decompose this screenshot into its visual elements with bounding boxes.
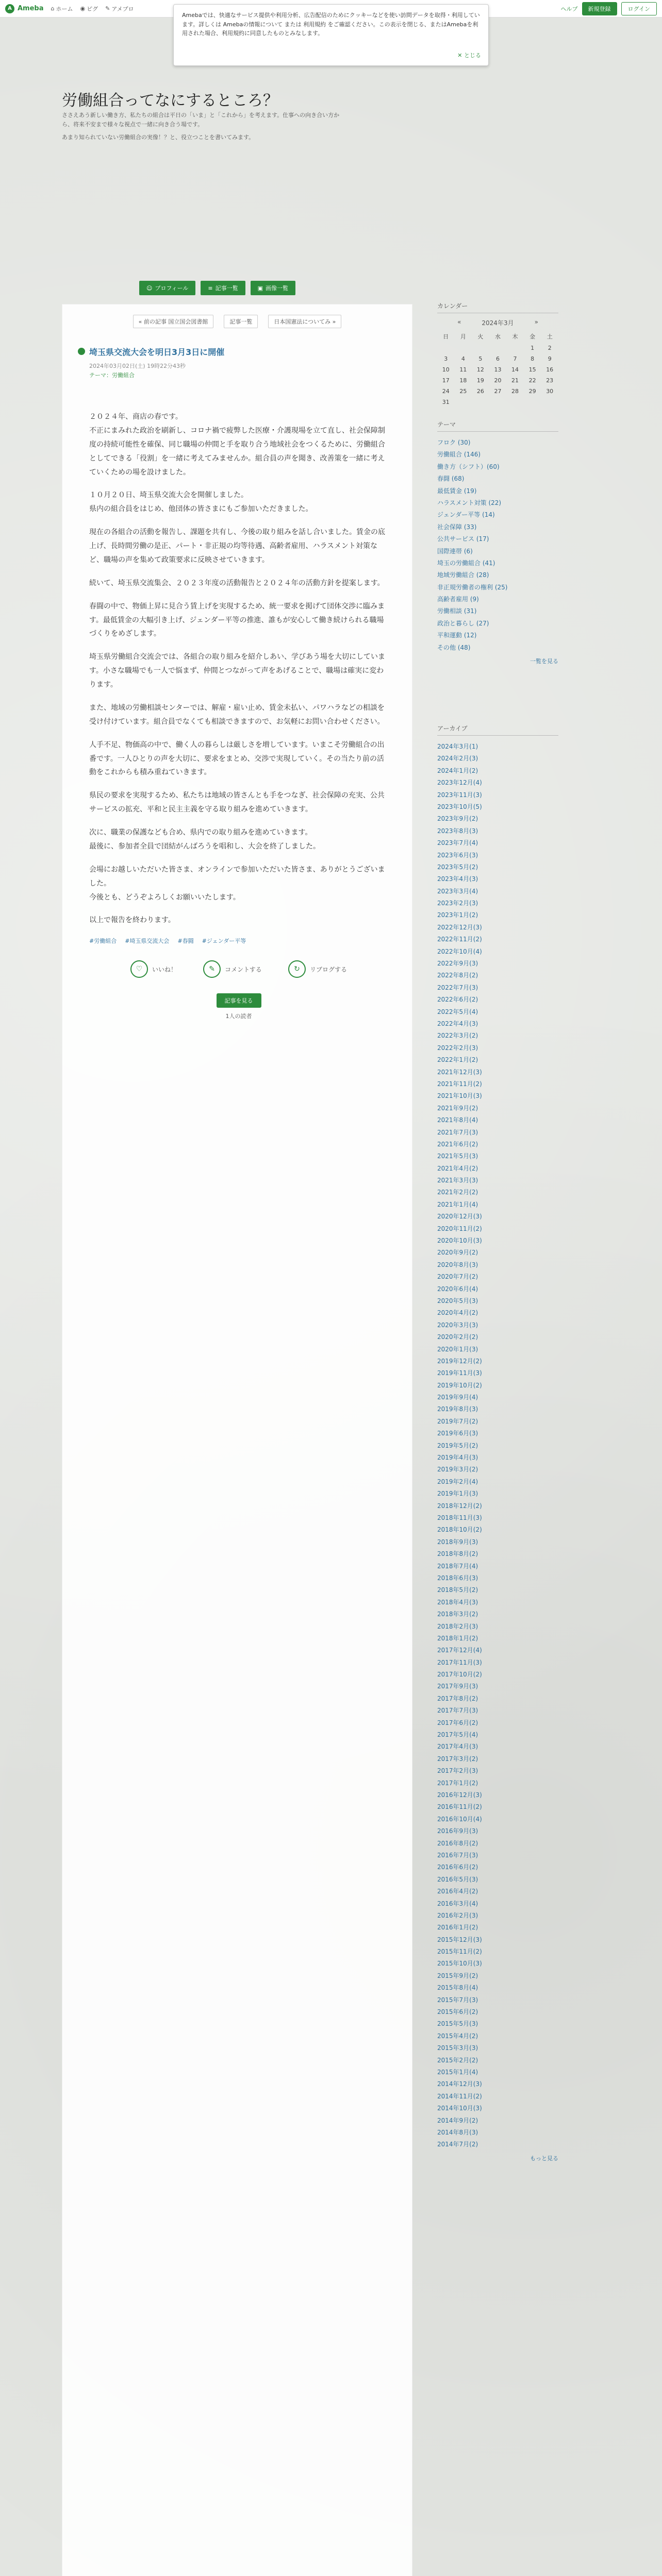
archive-item[interactable]: 2019年3月(2) [437,1466,478,1473]
calendar-day[interactable]: 27 [494,388,502,395]
archive-item[interactable]: 2017年8月(2) [437,1694,478,1702]
cookie-notice-close-label: とじる [464,52,481,59]
nav-ameblo-label: アメブロ [111,5,134,12]
archive-item[interactable]: 2023年11月(3) [437,791,482,799]
calendar-day[interactable]: 14 [511,366,519,373]
calendar-day[interactable]: 22 [528,377,536,384]
profile-icon: ☺ [146,284,153,292]
main-content [62,304,412,2576]
archive-item[interactable]: 2021年12月(3) [437,1068,482,1076]
nav-pigg-link[interactable]: ◉ ピグ [80,5,98,12]
calendar-day [489,343,507,353]
follow-button[interactable]: 記事を見る [217,993,261,1008]
next-entry-link[interactable]: 日本国憲法についてみ » [268,315,341,328]
calendar-day[interactable]: 9 [548,355,552,362]
theme-item[interactable]: 平和運動 (12) [437,632,477,639]
archive-item[interactable]: 2018年12月(2) [437,1502,482,1510]
theme-item[interactable]: 労働組合 (146) [437,451,481,459]
article-bullet-icon [78,348,85,355]
article-theme-link[interactable]: テーマ：労働組合 [89,372,135,379]
archive-item[interactable]: 2017年3月(2) [437,1755,478,1762]
hashtag-link[interactable]: #埼玉県交流大会 [125,938,170,945]
archive-item[interactable]: 2021年10月(3) [437,1092,482,1100]
calendar-day [455,343,472,353]
article-date: 2024年03月02日(土) 19時22分43秒 [89,363,186,369]
archive-item[interactable]: 2021年1月(4) [437,1200,478,1208]
calendar-day[interactable]: 29 [528,388,536,395]
theme-item[interactable]: ジェンダー平等 (14) [437,511,495,519]
archive-item[interactable]: 2016年6月(2) [437,1863,478,1871]
image-icon: ▣ [257,284,263,292]
archive-item[interactable]: 2019年1月(3) [437,1490,478,1498]
archive-item[interactable]: 2016年2月(3) [437,1911,478,1919]
archive-item[interactable]: 2019年4月(3) [437,1454,478,1462]
image-list-button[interactable] [251,281,295,295]
calendar-day[interactable]: 6 [495,355,500,362]
calendar-weekday: 金 [529,333,536,340]
archive-item[interactable]: 2017年12月(4) [437,1647,482,1654]
archive-item[interactable]: 2017年10月(2) [437,1671,482,1679]
theme-item[interactable]: 高齢者雇用 (9) [437,596,479,603]
archive-item[interactable]: 2022年9月(3) [437,960,478,968]
calendar-day[interactable]: 11 [459,366,467,373]
archive-item[interactable]: 2019年6月(3) [437,1430,478,1437]
calendar-weekday: 火 [477,333,484,340]
nav-pigg-label: ピグ [87,5,98,12]
theme-item[interactable]: 非正規労働者の権利 (25) [437,583,508,591]
archive-item[interactable]: 2015年7月(3) [437,1996,478,2004]
archive-item[interactable]: 2014年9月(2) [437,2116,478,2124]
archive-item[interactable]: 2023年5月(2) [437,863,478,871]
archive-item[interactable]: 2018年1月(2) [437,1634,478,1642]
theme-list [437,437,558,654]
archive-item[interactable]: 2021年3月(3) [437,1177,478,1184]
archive-item[interactable]: 2020年2月(2) [437,1333,478,1341]
calendar-week [437,364,558,375]
follow-area [89,993,388,1008]
theme-item[interactable]: 地域労働組合 (28) [437,571,489,579]
archive-item[interactable]: 2021年5月(3) [437,1153,478,1160]
article [89,346,388,1020]
article-paragraph: 以上で報告を終わります。 [89,916,175,925]
reblog-button[interactable] [288,960,347,978]
reblog-label: リブログする [309,965,347,973]
archive-item[interactable]: 2016年8月(2) [437,1839,478,1847]
archive-item[interactable]: 2020年1月(3) [437,1345,478,1353]
archive-item[interactable]: 2016年7月(3) [437,1851,478,1859]
theme-item[interactable]: 公共サービス (17) [437,535,489,543]
cookie-notice-close-button[interactable]: ✕ とじる [457,52,481,59]
calendar-day[interactable]: 28 [511,388,519,395]
archive-more-link[interactable]: もっと見る [530,2155,558,2162]
calendar-day[interactable]: 3 [444,355,448,362]
archive-item[interactable]: 2021年8月(4) [437,1116,478,1124]
archive-item[interactable]: 2022年6月(2) [437,996,478,1004]
archive-item[interactable]: 2020年6月(4) [437,1285,478,1293]
calendar-day[interactable]: 25 [459,388,467,395]
archive-item[interactable]: 2023年4月(3) [437,875,478,883]
calendar-day [506,343,524,353]
archive-item[interactable]: 2016年3月(4) [437,1900,478,1907]
calendar-prev-button[interactable]: « [457,318,461,326]
article-paragraph: 春闘の中で、物価上昇に見合う賃上げを実現するため、統一要求を掲げて団体交渉に臨みます。最低賃金の大幅引き上げ、ジェンダー平等の推進、誰もが安心して働き続けられる職場づくりをめざします。 [89,602,385,638]
blog-description: ささえあう新しい働き方、私たちの組合は平日の「いま」と「これから」を考えます。仕事への向き合い方から、将来不安まで様々な視点で一緒に向き合う場です。 [62,112,340,128]
hashtag-link[interactable]: #春闘 [177,938,194,945]
archive-item[interactable]: 2020年12月(3) [437,1213,482,1221]
calendar-day[interactable]: 7 [513,355,517,362]
archive-item[interactable]: 2015年9月(2) [437,1972,478,1979]
archive-item[interactable]: 2019年7月(2) [437,1417,478,1425]
archive-item[interactable]: 2017年7月(3) [437,1707,478,1715]
archive-item[interactable]: 2023年6月(3) [437,851,478,859]
archive-item[interactable]: 2015年1月(4) [437,2068,478,2076]
calendar-day[interactable]: 2 [548,345,552,351]
sidebar-calendar [437,301,558,408]
archive-item[interactable]: 2019年12月(2) [437,1357,482,1365]
reader-count: 1人の読者 [225,1013,252,1020]
sidebar-archive [437,724,558,2162]
reblog-icon: ↻ [288,960,306,978]
theme-item[interactable]: ハラスメント対策 (22) [437,499,502,506]
archive-item[interactable]: 2022年10月(4) [437,947,482,955]
comment-icon: ✎ [203,960,221,978]
nav-home-link[interactable]: ⌂ ホーム [51,5,73,12]
archive-list [437,741,558,2151]
archive-item[interactable]: 2018年6月(3) [437,1574,478,1582]
theme-item[interactable]: 国際連帯 (6) [437,547,473,555]
like-button[interactable] [130,960,177,978]
archive-item[interactable]: 2020年7月(2) [437,1273,478,1281]
archive-item[interactable]: 2021年4月(2) [437,1164,478,1172]
article-paragraph: ２０２４年、商店の春です。 不正にまみれた政治を刷新し、コロナ禍で疲弊した医療・介護現場を立て直し、社会保障制度の持続可能性を確保、同じ職場の仲間と手を取り合う地域社会をつくるために、労働組合としてできる「役割」を一緒に考えてみませんか。組合員の声を聞き、改善策を一緒に考えていくための場を設けました。 [89,413,385,477]
theme-item[interactable]: 働き方（シフト）(60) [437,463,500,470]
image-list-label: 画像一覧 [266,285,288,292]
list-icon: ≡ [208,284,213,292]
article-actions [130,960,347,978]
archive-item[interactable]: 2020年9月(2) [437,1249,478,1257]
archive-item[interactable]: 2020年11月(2) [437,1225,482,1232]
archive-item[interactable]: 2016年9月(3) [437,1827,478,1835]
profile-button[interactable] [139,281,195,295]
entry-list-button[interactable] [201,281,245,295]
calendar-day[interactable]: 30 [546,388,554,395]
heart-icon: ♡ [130,960,148,978]
archive-item[interactable]: 2023年10月(5) [437,803,482,810]
calendar-heading: カレンダー [437,301,558,313]
calendar-day[interactable]: 13 [494,366,502,373]
archive-item[interactable]: 2016年4月(2) [437,1888,478,1895]
calendar-weekday: 木 [512,333,518,340]
archive-item[interactable]: 2020年8月(3) [437,1261,478,1268]
theme-item[interactable]: 政治と暮らし (27) [437,619,489,627]
calendar-day [472,397,489,408]
archive-item[interactable]: 2020年4月(2) [437,1309,478,1317]
calendar-day[interactable]: 24 [442,388,450,395]
archive-item[interactable]: 2021年2月(2) [437,1189,478,1196]
archive-item[interactable]: 2022年11月(2) [437,936,482,943]
archive-item[interactable]: 2015年12月(3) [437,1936,482,1943]
archive-item[interactable]: 2015年10月(3) [437,1960,482,1968]
register-button[interactable]: 新規登録 [582,2,617,15]
theme-item[interactable]: 春闘 (68) [437,475,465,483]
calendar-day[interactable]: 8 [531,355,535,362]
calendar-month: 2024年3月 [482,319,514,327]
archive-item[interactable]: 2018年9月(3) [437,1538,478,1546]
calendar-day[interactable]: 31 [442,399,450,405]
calendar-nav [437,318,558,327]
blog-nav [139,281,295,295]
archive-item[interactable]: 2014年10月(3) [437,2105,482,2112]
archive-item[interactable]: 2018年10月(2) [437,1526,482,1534]
theme-item[interactable]: フロク (30) [437,439,471,446]
archive-item[interactable]: 2021年9月(2) [437,1104,478,1112]
calendar-day[interactable]: 12 [476,366,484,373]
hashtag-list [89,937,388,945]
help-link[interactable]: ヘルプ [560,5,578,12]
profile-label: プロフィール [155,285,189,292]
archive-item[interactable]: 2015年6月(2) [437,2008,478,2016]
calendar-day [455,397,472,408]
archive-item[interactable]: 2023年8月(3) [437,827,478,835]
archive-item[interactable]: 2019年9月(4) [437,1394,478,1401]
calendar-week [437,386,558,397]
archive-item[interactable]: 2022年3月(2) [437,1032,478,1040]
calendar-day[interactable]: 18 [459,377,467,384]
archive-item[interactable]: 2020年5月(3) [437,1297,478,1304]
archive-item[interactable]: 2018年7月(4) [437,1562,478,1570]
archive-item[interactable]: 2015年8月(4) [437,1984,478,1992]
archive-item[interactable]: 2017年1月(2) [437,1779,478,1787]
hashtag-link[interactable]: #労働組合 [89,938,117,945]
cookie-notice [173,4,489,66]
archive-item[interactable]: 2014年7月(2) [437,2141,478,2148]
archive-item[interactable]: 2019年11月(3) [437,1369,482,1377]
archive-item[interactable]: 2024年1月(2) [437,767,478,774]
calendar-day[interactable]: 15 [528,366,536,373]
archive-item[interactable]: 2017年11月(3) [437,1658,482,1666]
archive-item[interactable]: 2017年5月(4) [437,1731,478,1739]
archive-item[interactable]: 2018年4月(3) [437,1598,478,1606]
nav-home-label: ホーム [56,5,73,12]
blog-subdescription: あまり知られていない労働組合の実像！？と、役立つことを書いてみます。 [62,134,255,141]
entry-list-label: 記事一覧 [215,285,238,292]
entry-list-link[interactable]: 記事一覧 [224,315,258,328]
calendar-weekday: 水 [494,333,501,340]
calendar-day[interactable]: 19 [476,377,484,384]
calendar-day[interactable]: 17 [442,377,450,384]
theme-item[interactable]: 労働相談 (31) [437,607,477,615]
archive-item[interactable]: 2017年6月(2) [437,1719,478,1726]
archive-item[interactable]: 2023年3月(4) [437,887,478,895]
blog-title[interactable]: 労働組合ってなにするところ？ [62,92,278,110]
archive-item[interactable]: 2015年5月(3) [437,2020,478,2028]
theme-item[interactable]: 社会保障 (33) [437,523,477,531]
archive-item[interactable]: 2019年5月(2) [437,1442,478,1449]
archive-item[interactable]: 2017年9月(3) [437,1683,478,1690]
calendar-day[interactable]: 5 [478,355,483,362]
calendar-week [437,343,558,353]
calendar-week [437,353,558,364]
archive-item[interactable]: 2017年2月(3) [437,1767,478,1775]
sidebar-themes [437,420,558,665]
archive-item[interactable]: 2017年4月(3) [437,1743,478,1751]
ameba-logo-text: Ameba [18,5,44,12]
archive-item[interactable]: 2021年7月(3) [437,1128,478,1136]
hashtag-link[interactable]: #ジェンダー平等 [202,938,246,945]
comment-label: コメントする [225,965,262,973]
article-paragraph: また、地域の労働相談センターでは、解雇・雇い止め、賃金未払い、パワハラなどの相談を受け付けています。組合員でなくても相談できますので、お気軽にお問い合わせください。 [89,703,385,726]
article-paragraph: 埼玉県労働組合交流会では、各組合の取り組みを紹介しあい、学びあう場を大切にしています。小さな職場でも一人で悩まず、仲間とつながって声をあげることで、職場は確実に変わります。 [89,653,385,689]
archive-item[interactable]: 2023年1月(2) [437,911,478,919]
calendar-day[interactable]: 4 [461,355,465,362]
archive-item[interactable]: 2020年3月(3) [437,1321,478,1329]
archive-item[interactable]: 2022年1月(2) [437,1056,478,1064]
calendar-day[interactable]: 21 [511,377,519,384]
article-paragraph: 続いて、埼玉県交流集会、２０２３年度の活動報告と２０２４年の活動方針を提案します。 [89,579,385,587]
archive-item[interactable]: 2016年11月(2) [437,1803,482,1811]
article-paragraph: １０月２０日、埼玉県交流大会を開催しました。 県内の組合員をはじめ、他団体の皆さまにもご参加いただきました。 [89,491,313,514]
theme-item[interactable]: 最低賃金 (19) [437,487,477,495]
calendar-day [437,343,455,353]
calendar-table [437,330,558,408]
calendar-next-button[interactable]: » [534,318,538,326]
calendar-day [472,343,489,353]
prev-entry-link[interactable]: « 前の記事 国立国会図書館 [133,315,214,328]
archive-item[interactable]: 2018年11月(3) [437,1514,482,1521]
archive-item[interactable]: 2019年10月(2) [437,1381,482,1389]
calendar-day[interactable]: 16 [546,366,554,373]
theme-more-link[interactable]: 一覧を見る [530,658,558,665]
calendar-day[interactable]: 20 [494,377,502,384]
calendar-day [541,397,558,408]
ameba-logo[interactable] [5,4,44,13]
article-paragraph: 県民の要求を実現するため、私たちは地域の皆さんとも手をつなぎ、社会保障の充実、公共サービスの拡充、平和と民主主義を守る取り組みを進めていきます。 [89,791,385,814]
nav-ameblo-link[interactable]: ✎ アメブロ [105,5,134,12]
archive-item[interactable]: 2021年6月(2) [437,1140,478,1148]
calendar-day[interactable]: 23 [546,377,554,384]
calendar-day [524,397,541,408]
archive-item[interactable]: 2022年12月(3) [437,923,482,931]
archive-item[interactable]: 2022年5月(4) [437,1008,478,1015]
archive-item[interactable]: 2014年11月(2) [437,2092,482,2100]
archive-item[interactable]: 2018年2月(3) [437,1622,478,1630]
archive-heading: アーカイブ [437,724,558,736]
calendar-day [489,397,507,408]
archive-item[interactable]: 2015年4月(2) [437,2032,478,2040]
calendar-weekday: 土 [547,333,553,340]
ameba-logo-icon: A [5,4,14,13]
archive-item[interactable]: 2021年11月(2) [437,1080,482,1088]
article-title[interactable]: 埼玉県交流大会を明日3月3日に開催 [89,347,225,357]
archive-item[interactable]: 2023年12月(4) [437,779,482,787]
article-paragraph: 次に、職業の保護なども合め、県内での取り組みを進めていきます。 最後に、参加者全員で団結がんばろうを唱和し、大会を終了しました。 [89,828,320,851]
archive-item[interactable]: 2016年10月(4) [437,1815,482,1823]
archive-item[interactable]: 2015年11月(2) [437,1948,482,1956]
archive-item[interactable]: 2014年8月(3) [437,2128,478,2136]
archive-item[interactable]: 2016年5月(3) [437,1875,478,1883]
cookie-notice-text: Amebaでは、快適なサービス提供や利用分析、広告配信のためにクッキーなどを使い訪問データを取得・利用しています。詳しくは Amebaの情報について または 利用規約 をご確認ください。この表示を閉じる、またはAmebaを利用された場合、利用規約に同意したものとみなします。 [182,12,480,37]
archive-item[interactable]: 2020年10月(3) [437,1237,482,1245]
theme-heading: テーマ [437,420,558,432]
archive-item[interactable]: 2023年9月(2) [437,815,478,823]
archive-item[interactable]: 2016年12月(3) [437,1791,482,1799]
archive-item[interactable]: 2024年2月(3) [437,755,478,762]
calendar-day[interactable]: 1 [531,345,535,351]
calendar-day[interactable]: 10 [442,366,450,373]
entry-pager [62,304,412,328]
archive-item[interactable]: 2023年7月(4) [437,839,478,847]
theme-item[interactable]: その他 (48) [437,643,471,651]
theme-item[interactable]: 埼玉の労働組合 (41) [437,559,495,567]
archive-item[interactable]: 2022年7月(3) [437,984,478,991]
calendar-day [506,397,524,408]
calendar-day[interactable]: 26 [476,388,484,395]
archive-item[interactable]: 2022年8月(2) [437,972,478,979]
archive-item[interactable]: 2024年3月(1) [437,743,478,750]
comment-button[interactable] [203,960,262,978]
calendar-week [437,397,558,408]
archive-item[interactable]: 2023年2月(3) [437,900,478,907]
calendar-week [437,375,558,386]
archive-item[interactable]: 2015年3月(3) [437,2044,478,2052]
calendar-weekday: 日 [443,333,449,340]
archive-item[interactable]: 2022年2月(3) [437,1044,478,1052]
calendar-weekday: 月 [460,333,466,340]
article-paragraph: 会場にお越しいただいた皆さま、オンラインで参加いただいた皆さま、ありがとうございました。 今後とも、どうぞよろしくお願いいたします。 [89,865,385,902]
archive-item[interactable]: 2018年3月(2) [437,1611,478,1618]
login-button[interactable]: ログイン [621,2,657,15]
archive-item[interactable]: 2018年8月(2) [437,1550,478,1558]
like-label: いいね！ [152,965,177,973]
archive-item[interactable]: 2016年1月(2) [437,1924,478,1931]
archive-item[interactable]: 2018年5月(2) [437,1586,478,1594]
article-paragraph: 人手不足、物価高の中で、働く人の暮らしは厳しさを増しています。いまこそ労働組合の出番です。一人ひとりの声を大切に、要求をまとめ、交渉で実現していく。その当たり前の活動をこれからも積み重ねていきます。 [89,740,385,777]
archive-item[interactable]: 2022年4月(3) [437,1020,478,1027]
archive-item[interactable]: 2019年8月(3) [437,1405,478,1413]
archive-item[interactable]: 2014年12月(3) [437,2080,482,2088]
archive-item[interactable]: 2019年2月(4) [437,1478,478,1485]
archive-item[interactable]: 2015年2月(2) [437,2056,478,2064]
article-paragraph: 現在の各組合の活動を報告し、課題を共有し、今後の取り組みを話し合いました。賃金の底上げ、長時間労働の是正、パート・非正規の均等待遇、高齢者雇用、ハラスメント対策など、職場の声を集めて政策要求に反映させていきます。 [89,528,385,564]
